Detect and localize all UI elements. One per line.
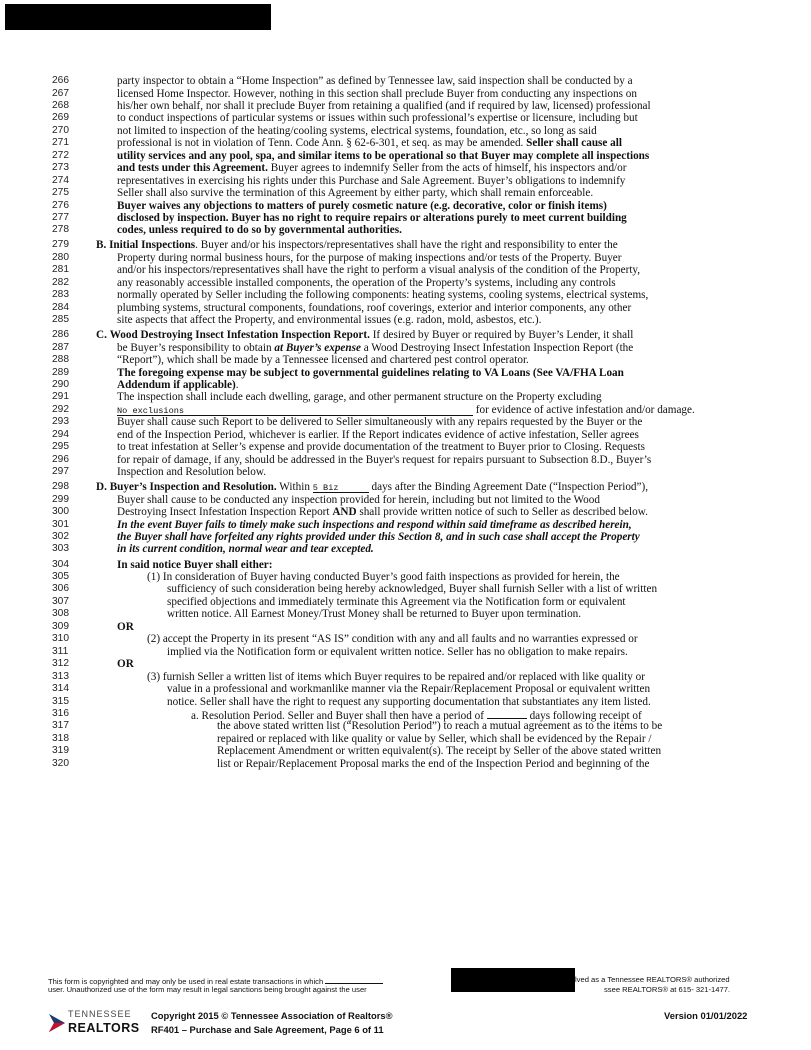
line-number: 314 xyxy=(52,683,69,694)
line-number: 299 xyxy=(52,493,69,505)
text-segment: (1) In consideration of Buyer having conducted Buyer’s good faith inspections as provided for herein, the xyxy=(147,570,620,583)
text-segment: and tests under this Agreement. xyxy=(117,162,268,175)
line-number: 301 xyxy=(52,518,69,530)
text-segment: utility services and any pool, spa, and similar items to be operational so that Buyer may complete all inspections xyxy=(117,149,650,162)
line-number: 300 xyxy=(52,506,69,518)
text-segment: Wood Destroying Insect Infestation Inspection Report. xyxy=(109,329,370,342)
text-segment: Buyer agrees to indemnify Seller from the acts of himself, his inspectors and/or xyxy=(267,162,627,175)
text-segment: Inspection and Resolution below. xyxy=(117,466,267,479)
footer-disclaimer-1a: This form is copyrighted and may only be used in real estate transactions in which xyxy=(48,977,324,986)
line-number: 275 xyxy=(52,187,69,198)
text-segment: not limited to inspection of the heating/cooling systems, electrical systems, foundation, etc., so long as said xyxy=(117,124,597,137)
form-fill-field[interactable] xyxy=(487,707,527,719)
text-segment: Seller shall cause all xyxy=(526,137,622,150)
line-number: 320 xyxy=(52,757,69,769)
line-number: 302 xyxy=(52,531,69,542)
footer-version: Version 01/01/2022 xyxy=(664,1010,748,1021)
line-number: 307 xyxy=(52,595,69,607)
line-number: 277 xyxy=(52,211,69,223)
realtors-logo-icon xyxy=(48,1013,66,1033)
form-fill-field[interactable]: 5 Biz xyxy=(313,481,369,493)
text-segment: D. xyxy=(96,481,107,494)
text-segment: at Buyer’s expense xyxy=(274,341,361,354)
text-segment: to treat infestation at Seller’s expense and provide documentation of the treatment to Buyer prior to Closing. Requests xyxy=(117,441,645,454)
footer-copyright: Copyright 2015 © Tennessee Association of Realtors® xyxy=(151,1010,393,1021)
line-text xyxy=(217,757,649,771)
text-segment: If desired by Buyer or required by Buyer’s Lender, it shall xyxy=(369,329,634,342)
text-line xyxy=(0,757,811,771)
text-segment: The foregoing expense may be subject to governmental guidelines relating to VA Loans (See VA/FHA Loan xyxy=(117,366,624,379)
text-segment: In the event Buyer fails to timely make such inspections and respond within said timeframe as described herein, xyxy=(117,518,632,531)
footer-disclaimer-2-right: ssee REALTORS® at 615- 321-1477. xyxy=(604,985,731,994)
text-segment: In said notice Buyer shall either: xyxy=(117,558,273,571)
line-number: 293 xyxy=(52,416,69,428)
line-number: 274 xyxy=(52,174,69,186)
text-segment: Seller shall also survive the termination of this Agreement by either party, which shall remain enforceable. xyxy=(117,187,594,199)
text-segment: OR xyxy=(117,658,134,671)
line-number: 273 xyxy=(52,162,69,174)
text-segment: disclosed by inspection. Buyer has no right to require repairs or alterations purely to meet current building xyxy=(117,211,627,224)
line-number: 286 xyxy=(52,329,69,341)
text-segment: . Buyer and/or his inspectors/representatives shall have the right and responsibility to enter the xyxy=(195,239,618,252)
text-segment: Buyer shall cause such Report to be delivered to Seller simultaneously with any repairs requested by the Buyer or the xyxy=(117,416,643,429)
text-segment: (3) furnish Seller a written list of items which Buyer requires to be repaired and/or replaced with like quality or xyxy=(147,670,646,683)
text-segment: in its current condition, normal wear and tear excepted. xyxy=(117,543,374,556)
text-segment: the above stated written list (“Resolution Period”) to reach a mutual agreement as to the items to be xyxy=(217,720,663,733)
text-segment: AND xyxy=(332,506,357,519)
line-number: 281 xyxy=(52,264,69,276)
line-number: 315 xyxy=(52,695,69,707)
text-segment: C. xyxy=(96,329,107,342)
line-number: 276 xyxy=(52,199,69,211)
text-segment: his/her own behalf, nor shall it preclude Buyer from retaining a qualified (and if required by law, licensed) professional xyxy=(117,99,651,112)
text-segment: . xyxy=(235,379,239,391)
text-segment: end of the Inspection Period, whichever is earlier. If the Report indicates evidence of active infestation, Seller agrees xyxy=(117,428,639,441)
line-number: 269 xyxy=(52,112,69,124)
line-number: 313 xyxy=(52,670,69,682)
text-segment: the Buyer shall have forfeited any rights provided under this Section 8, and in such case shall accept the Property xyxy=(117,531,640,543)
footer-disclaimer-line-2: user. Unauthorized use of the form may result in legal sanctions being brought against the user xyxy=(48,985,367,994)
line-number: 271 xyxy=(52,137,69,149)
text-segment: to conduct inspections of particular systems or issues within such professional’s expertise or licensure, including but xyxy=(117,112,638,125)
text-segment: implied via the Notification form or equivalent written notice. Seller has no obligation to make repairs. xyxy=(167,645,628,658)
line-number: 278 xyxy=(52,224,69,236)
tennessee-realtors-logo xyxy=(48,1007,140,1039)
text-segment: Initial Inspections xyxy=(109,239,196,252)
text-segment: a Wood Destroying Insect Infestation Inspection Report (the xyxy=(360,341,634,354)
text-segment: The inspection shall include each dwelling, garage, and other permanent structure on the Property excluding xyxy=(117,391,602,404)
line-number: 304 xyxy=(52,558,69,570)
text-segment: normally operated by Seller including the following components: heating systems, cooling systems, electrical systems, xyxy=(117,289,649,302)
line-number: 267 xyxy=(52,87,69,99)
text-line xyxy=(0,465,811,479)
text-segment: shall provide written notice of such to Seller as described below. xyxy=(356,506,648,519)
line-number: 283 xyxy=(52,289,69,301)
text-segment: value in a professional and workmanlike manner via the Repair/Replacement Proposal or equivalent written xyxy=(167,683,651,695)
line-number: 282 xyxy=(52,276,69,288)
line-number: 290 xyxy=(52,379,69,390)
text-segment: any reasonably accessible installed components, the operation of the Property’s systems, including any controls xyxy=(117,276,616,289)
line-number: 284 xyxy=(52,301,69,313)
text-segment: sufficiency of such consideration being hereby acknowledged, Buyer shall furnish Seller with a list of written xyxy=(167,583,658,596)
form-fill-field[interactable]: No exclusions xyxy=(117,404,473,416)
text-segment: days after the Binding Agreement Date (“Inspection Period”), xyxy=(368,481,649,494)
text-segment: for repair of damage, if any, should be addressed in the Buyer's request for repairs pursuant to Subsection 8.D., Buyer’s xyxy=(117,453,652,466)
text-segment: representatives in exercising his rights under this Purchase and Sale Agreement. Buyer’s obligations to indemnify xyxy=(117,174,626,187)
text-segment: written notice. All Earnest Money/Trust Money shall be returned to Buyer upon termination. xyxy=(167,608,582,621)
text-segment: “Report”), which shall be made by a Tennessee licensed and chartered pest control operator. xyxy=(117,354,529,367)
line-number: 268 xyxy=(52,99,69,111)
line-number: 306 xyxy=(52,583,69,595)
text-segment: OR xyxy=(117,620,134,633)
text-segment: Addendum if applicable) xyxy=(117,379,236,391)
line-number: 285 xyxy=(52,314,69,326)
text-line xyxy=(0,223,811,237)
line-number: 296 xyxy=(52,453,69,465)
footer-form-title: RF401 – Purchase and Sale Agreement, Page 6 of 11 xyxy=(151,1024,384,1035)
line-number: 287 xyxy=(52,341,69,353)
line-number: 280 xyxy=(52,251,69,263)
line-number: 279 xyxy=(52,239,69,251)
line-number: 310 xyxy=(52,633,69,645)
line-number: 317 xyxy=(52,720,69,732)
text-segment: site aspects that affect the Property, and environmental issues (e.g. radon, mold, asbestos, etc.). xyxy=(117,314,542,327)
line-number: 294 xyxy=(52,428,69,440)
text-segment: repaired or replaced with like quality or value by Seller, which shall be evidenced by the Repair / xyxy=(217,732,652,745)
line-number: 288 xyxy=(52,354,69,366)
text-segment: (2) accept the Property in its present “AS IS” condition with any and all faults and no warranties expressed or xyxy=(147,633,638,646)
text-segment: plumbing systems, structural components, foundations, roof coverings, exterior and interior components, any other xyxy=(117,301,632,314)
line-number: 312 xyxy=(52,658,69,670)
line-number: 289 xyxy=(52,366,69,378)
text-segment: list or Repair/Replacement Proposal marks the end of the Inspection Period and beginning of the xyxy=(217,757,650,770)
line-number: 311 xyxy=(52,645,69,657)
text-segment: Buyer’s Inspection and Resolution. xyxy=(109,481,277,494)
text-segment: be Buyer’s responsibility to obtain xyxy=(117,341,275,354)
text-segment: and/or his inspectors/representatives shall have the right to perform a visual analysis of the condition of the Property, xyxy=(117,264,641,277)
text-segment: party inspector to obtain a “Home Inspection” as defined by Tennessee law, said inspection shall be conducted by a xyxy=(117,75,633,87)
line-number: 297 xyxy=(52,466,69,478)
text-segment: Destroying Insect Infestation Inspection Report xyxy=(117,506,333,519)
line-number: 266 xyxy=(52,75,69,86)
text-segment: Replacement Amendment or written equivalent(s). The receipt by Seller of the above stated written xyxy=(217,745,662,758)
line-number: 309 xyxy=(52,620,69,632)
line-number: 316 xyxy=(52,707,69,719)
line-number: 272 xyxy=(52,149,69,161)
text-segment: professional is not in violation of Tenn. Code Ann. § 62-6-301, et seq. as may be amended. xyxy=(117,137,527,150)
text-segment: Property during normal business hours, for the purpose of making inspections and/or tests of the Property. Buyer xyxy=(117,251,622,264)
text-segment: codes, unless required to do so by governmental authorities. xyxy=(117,224,402,237)
text-line xyxy=(0,542,811,556)
line-number: 305 xyxy=(52,570,69,582)
redaction-bar-footer xyxy=(451,968,575,992)
logo-text-realtors: REALTORS xyxy=(68,1021,140,1035)
line-number: 295 xyxy=(52,441,69,453)
footer-disclaimer-1-right: lved as a Tennessee REALTORS® authorized xyxy=(575,975,730,984)
text-segment: notice. Seller shall have the right to request any supporting documentation that substantiates any item listed. xyxy=(167,695,651,708)
text-segment: a. Resolution Period. Seller and Buyer shall then have a period of xyxy=(191,709,487,722)
logo-text-tennessee: TENNESSEE xyxy=(68,1009,132,1019)
line-text xyxy=(117,313,541,327)
text-segment: days following receipt of xyxy=(526,709,642,722)
line-number: 298 xyxy=(52,481,69,493)
text-segment: Within xyxy=(276,481,313,494)
line-text xyxy=(117,465,266,479)
text-segment: Buyer shall cause to be conducted any inspection provided for herein, including but not limited to the Wood xyxy=(117,493,600,506)
text-segment: specified objections and immediately terminate this Agreement via the Notification form or equivalent xyxy=(167,595,626,608)
line-text xyxy=(117,223,402,237)
line-number: 303 xyxy=(52,543,69,555)
line-number: 292 xyxy=(52,403,69,415)
line-number: 318 xyxy=(52,732,69,744)
text-segment: Buyer waives any objections to matters of purely cosmetic nature (e.g. decorative, color or finish items) xyxy=(117,199,607,212)
text-segment: licensed Home Inspector. However, nothing in this section shall preclude Buyer from conducting any inspections on xyxy=(117,87,637,100)
line-text xyxy=(117,542,374,556)
line-number: 319 xyxy=(52,745,69,757)
line-number: 270 xyxy=(52,124,69,136)
text-line xyxy=(0,313,811,327)
text-segment: for evidence of active infestation and/or damage. xyxy=(473,403,695,416)
line-number: 291 xyxy=(52,391,69,403)
text-segment: B. xyxy=(96,239,107,252)
line-number: 308 xyxy=(52,608,69,620)
